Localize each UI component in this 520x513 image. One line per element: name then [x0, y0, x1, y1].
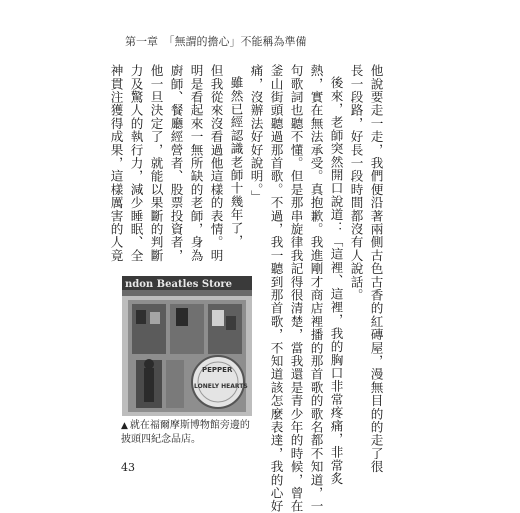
photo-caption	[121, 419, 256, 446]
storefront-photo	[122, 276, 252, 416]
text-column: 他一旦決定了，就能以果斷的判斷	[148, 64, 164, 262]
record-text-pepper: PEPPER	[202, 366, 233, 374]
text-column: 明是看起來一無所缺的老師，身為	[188, 64, 204, 262]
text-column: 雖然已經認識老師十幾年了，	[228, 76, 244, 248]
page-number: 43	[121, 461, 135, 474]
text-column: 神貫注獲得成果，這樣厲害的人竟	[108, 64, 124, 262]
text-column: 釜山街頭聽過那首歌。不過，我一聽到那首歌，不知道該怎麼表達，我的心好	[268, 64, 284, 513]
record-text-lonely-hearts: LONELY HEARTS	[194, 383, 248, 390]
text-column: 後來，老師突然開口說道：「這裡、這裡，我的胸口非常疼痛，非常炙	[328, 76, 344, 486]
text-column: 痛，沒辦法好好說明。」	[248, 64, 264, 203]
text-column: 他說要走一走，我們便沿著兩側古色古香的紅磚屋，漫無目的的走了很	[368, 64, 384, 474]
caption-marker: ▲	[121, 421, 128, 431]
text-column: 熱，實在無法承受。真抱歉。我進剛才商店裡播的那首歌的歌名都不知道，一	[308, 64, 324, 513]
store-sign-text: ndon Beatles Store	[125, 279, 233, 290]
caption-text: 就在福爾摩斯博物館旁邊的披頭四紀念品店。	[121, 420, 250, 445]
text-column: 句歌詞也聽不懂。但是那串旋律我記得很清楚，當我還是青少年的時候，曾在	[288, 64, 304, 513]
text-column: 長一段路，好長一段時間都沒有人說話。	[348, 64, 364, 302]
text-column: 但我從來沒看過他這樣的表情。明	[208, 64, 224, 262]
text-column: 力及驚人的執行力，減少睡眠、全	[128, 64, 144, 262]
running-head: 第一章 「無謂的擔心」不能稱為準備	[125, 35, 307, 48]
text-column: 廚師、餐廳經營者、股票投資者，	[168, 64, 184, 262]
